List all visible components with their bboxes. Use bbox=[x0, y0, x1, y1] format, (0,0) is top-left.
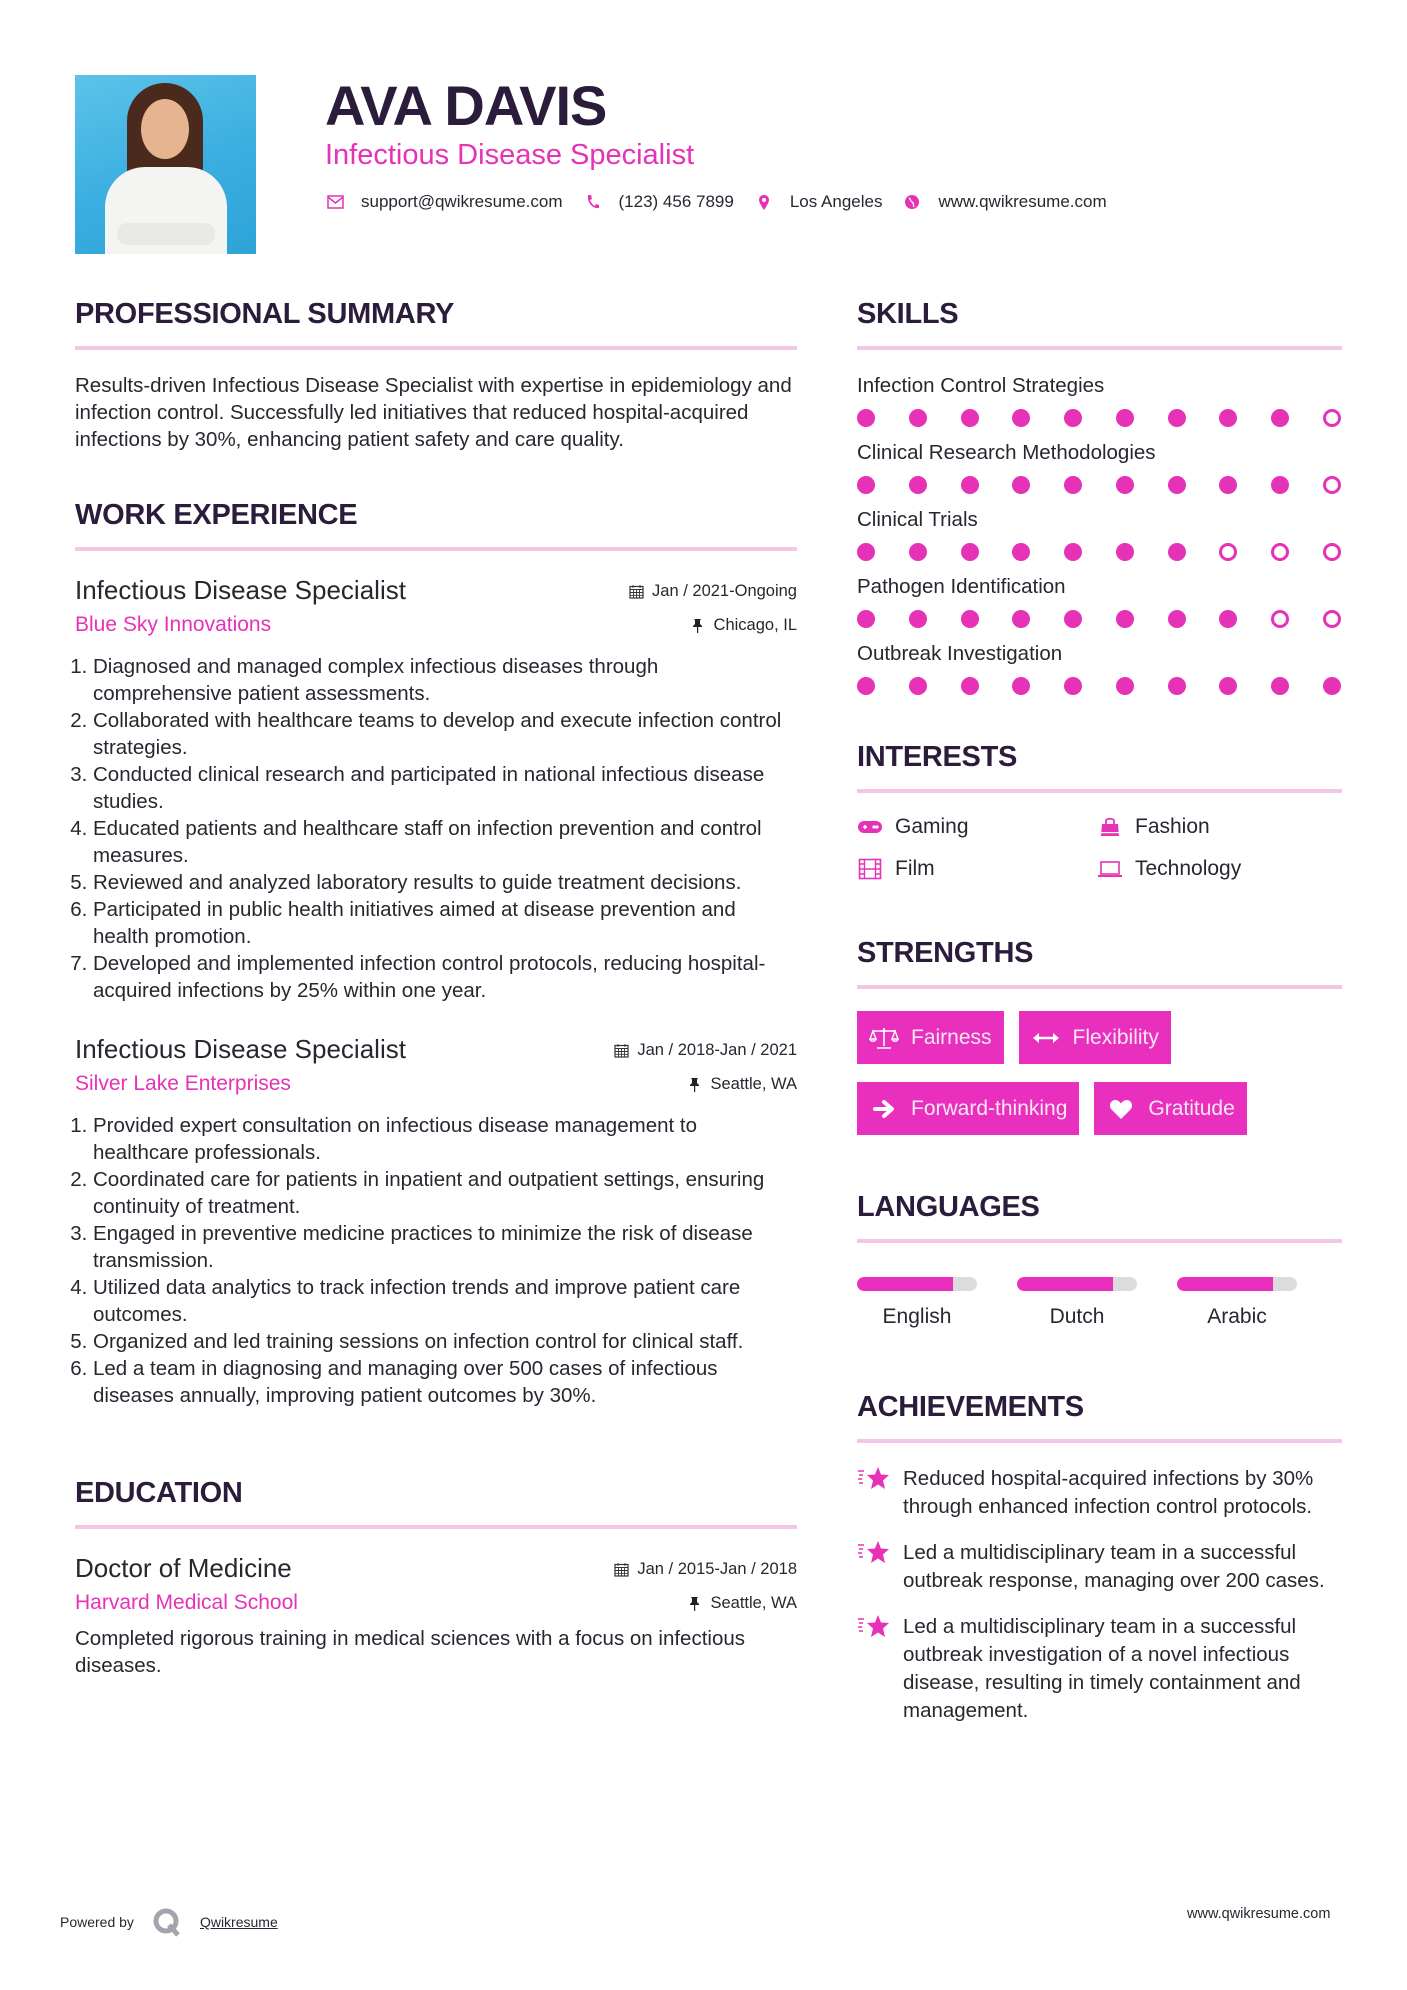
achievement-item bbox=[857, 1539, 1342, 1595]
education-entry bbox=[75, 1551, 797, 1679]
calendar-icon bbox=[613, 1562, 629, 1578]
school-name: Harvard Medical School bbox=[75, 1591, 298, 1614]
interests-section bbox=[857, 739, 1342, 881]
map-marker-icon bbox=[754, 192, 774, 212]
job-location: Seattle, WA bbox=[686, 1075, 797, 1094]
rating-dot-filled bbox=[1064, 476, 1082, 494]
rating-dot-filled bbox=[909, 476, 927, 494]
section-title-summary: PROFESSIONAL SUMMARY bbox=[75, 298, 455, 330]
star-icon bbox=[857, 1465, 893, 1495]
bullet-item: 3. Conducted clinical research and participated in national infectious disease studies. bbox=[93, 761, 797, 815]
language-name: Dutch bbox=[1049, 1305, 1105, 1328]
rating-dot-empty bbox=[1323, 409, 1341, 427]
experience-section bbox=[75, 497, 797, 1409]
shopping-bag-icon bbox=[1097, 816, 1123, 838]
qwikresume-link[interactable]: Qwikresume bbox=[199, 1914, 278, 1930]
rating-dot-empty bbox=[1219, 543, 1237, 561]
balance-scale-icon bbox=[869, 1027, 899, 1049]
section-divider bbox=[857, 1439, 1342, 1443]
education-section bbox=[75, 1475, 797, 1679]
rating-dot-empty bbox=[1323, 476, 1341, 494]
profile-photo bbox=[75, 75, 256, 254]
rating-dot-filled bbox=[1064, 677, 1082, 695]
bullet-item: 2. Coordinated care for patients in inpatient and outpatient settings, ensuring continuity of treatment. bbox=[93, 1166, 797, 1220]
strengths-list bbox=[857, 1011, 1342, 1135]
languages-list bbox=[857, 1277, 1342, 1329]
rating-dot-filled bbox=[1116, 409, 1134, 427]
section-title-languages: LANGUAGES bbox=[857, 1191, 1040, 1223]
section-divider bbox=[75, 1525, 797, 1529]
rating-dot-filled bbox=[909, 543, 927, 561]
footer-url[interactable]: www.qwikresume.com bbox=[1187, 1906, 1331, 1922]
rating-dot-filled bbox=[961, 610, 979, 628]
skill-name: Clinical Research Methodologies bbox=[857, 441, 1156, 464]
arrows-horizontal-icon bbox=[1031, 1027, 1061, 1049]
skills-list bbox=[857, 372, 1342, 695]
qwikresume-logo-icon bbox=[150, 1905, 184, 1939]
language-proficiency-bar bbox=[1017, 1277, 1137, 1291]
achievement-item bbox=[857, 1465, 1342, 1521]
email-text: support@qwikresume.com bbox=[361, 192, 563, 211]
achievement-text: Reduced hospital-acquired infections by 30% through enhanced infection control protocols. bbox=[903, 1467, 1314, 1518]
section-title-interests: INTERESTS bbox=[857, 741, 1018, 773]
interest-film: Film bbox=[857, 857, 1097, 881]
location-text: Los Angeles bbox=[789, 192, 883, 211]
rating-dot-filled bbox=[1168, 610, 1186, 628]
section-divider bbox=[75, 346, 797, 350]
interests-grid bbox=[857, 815, 1342, 881]
rating-dot-filled bbox=[1219, 677, 1237, 695]
bullet-item: 3. Engaged in preventive medicine practices to minimize the risk of disease transmission. bbox=[93, 1220, 797, 1274]
achievement-text: Led a multidisciplinary team in a successful outbreak response, managing over 200 cases. bbox=[903, 1541, 1325, 1592]
company-name: Silver Lake Enterprises bbox=[75, 1072, 291, 1095]
rating-dot-filled bbox=[1116, 476, 1134, 494]
bullet-item: 5. Reviewed and analyzed laboratory results to guide treatment decisions. bbox=[93, 869, 797, 896]
skill-rating bbox=[857, 476, 1341, 494]
pushpin-icon bbox=[690, 617, 706, 633]
rating-dot-filled bbox=[857, 476, 875, 494]
rating-dot-filled bbox=[857, 677, 875, 695]
candidate-title: Infectious Disease Specialist bbox=[325, 139, 695, 171]
rating-dot-filled bbox=[1012, 409, 1030, 427]
rating-dot-filled bbox=[1168, 677, 1186, 695]
job-dates: Jan / 2018-Jan / 2021 bbox=[613, 1041, 797, 1060]
rating-dot-filled bbox=[1116, 543, 1134, 561]
rating-dot-filled bbox=[1064, 543, 1082, 561]
summary-section bbox=[75, 296, 797, 453]
job-bullets bbox=[75, 1112, 797, 1409]
interest-gaming: Gaming bbox=[857, 815, 1097, 839]
pushpin-icon bbox=[686, 1595, 702, 1611]
interest-technology: Technology bbox=[1097, 857, 1337, 881]
film-icon bbox=[857, 858, 883, 880]
language-proficiency-bar bbox=[857, 1277, 977, 1291]
summary-text: Results-driven Infectious Disease Specialist with expertise in epidemiology and infection control. Successfully led initiatives that reduced hospital-acquired infections by 30%, enhancing patient safety and care quality. bbox=[75, 374, 792, 451]
section-title-education: EDUCATION bbox=[75, 1477, 243, 1509]
bullet-item: 6. Led a team in diagnosing and managing over 500 cases of infectious diseases annually, improving patient outcomes by 30%. bbox=[93, 1355, 797, 1409]
rating-dot-filled bbox=[857, 543, 875, 561]
language-name: Arabic bbox=[1207, 1305, 1267, 1328]
contact-phone[interactable] bbox=[583, 192, 734, 212]
website-text: www.qwikresume.com bbox=[938, 192, 1107, 211]
contact-location bbox=[754, 192, 883, 212]
rating-dot-filled bbox=[1219, 409, 1237, 427]
contact-bar bbox=[325, 192, 1127, 212]
rating-dot-filled bbox=[1219, 610, 1237, 628]
job-entry bbox=[75, 573, 797, 1004]
calendar-icon bbox=[613, 1043, 629, 1059]
job-title: Infectious Disease Specialist bbox=[75, 1034, 406, 1064]
rating-dot-empty bbox=[1271, 610, 1289, 628]
language-item bbox=[857, 1277, 977, 1329]
skill-rating bbox=[857, 409, 1341, 427]
rating-dot-filled bbox=[857, 610, 875, 628]
skill-rating bbox=[857, 543, 1341, 561]
pushpin-icon bbox=[686, 1076, 702, 1092]
education-location: Seattle, WA bbox=[686, 1594, 797, 1613]
contact-website[interactable] bbox=[902, 192, 1106, 212]
rating-dot-filled bbox=[1168, 476, 1186, 494]
skill-name: Pathogen Identification bbox=[857, 575, 1066, 598]
rating-dot-filled bbox=[961, 543, 979, 561]
skill-rating bbox=[857, 677, 1341, 695]
rating-dot-filled bbox=[1219, 476, 1237, 494]
rating-dot-empty bbox=[1323, 543, 1341, 561]
arrow-right-icon bbox=[869, 1098, 899, 1120]
rating-dot-filled bbox=[909, 409, 927, 427]
rating-dot-filled bbox=[909, 610, 927, 628]
gamepad-icon bbox=[857, 816, 883, 838]
languages-section bbox=[857, 1189, 1342, 1329]
rating-dot-filled bbox=[961, 677, 979, 695]
calendar-icon bbox=[628, 584, 644, 600]
section-title-skills: SKILLS bbox=[857, 298, 959, 330]
rating-dot-filled bbox=[1064, 409, 1082, 427]
contact-email[interactable] bbox=[325, 192, 563, 212]
degree-title: Doctor of Medicine bbox=[75, 1553, 292, 1583]
rating-dot-empty bbox=[1323, 610, 1341, 628]
job-location: Chicago, IL bbox=[690, 616, 797, 635]
envelope-icon bbox=[325, 192, 345, 212]
phone-icon bbox=[583, 192, 603, 212]
section-divider bbox=[857, 346, 1342, 350]
bullet-item: 2. Collaborated with healthcare teams to develop and execute infection control strategies. bbox=[93, 707, 797, 761]
rating-dot-empty bbox=[1271, 543, 1289, 561]
bullet-item: 4. Educated patients and healthcare staff on infection prevention and control measures. bbox=[93, 815, 797, 869]
bullet-item: 7. Developed and implemented infection control protocols, reducing hospital-acquired infections by 25% within one year. bbox=[93, 950, 797, 1004]
laptop-icon bbox=[1097, 858, 1123, 880]
rating-dot-filled bbox=[1012, 610, 1030, 628]
rating-dot-filled bbox=[1012, 543, 1030, 561]
rating-dot-filled bbox=[961, 476, 979, 494]
rating-dot-filled bbox=[1271, 677, 1289, 695]
heart-icon bbox=[1106, 1098, 1136, 1120]
rating-dot-filled bbox=[1323, 677, 1341, 695]
rating-dot-filled bbox=[1012, 677, 1030, 695]
bullet-item: 1. Provided expert consultation on infectious disease management to healthcare professionals. bbox=[93, 1112, 797, 1166]
achievement-item bbox=[857, 1613, 1342, 1725]
language-proficiency-bar bbox=[1177, 1277, 1297, 1291]
section-divider bbox=[857, 1239, 1342, 1243]
right-column bbox=[857, 296, 1342, 1743]
phone-text: (123) 456 7899 bbox=[618, 192, 734, 211]
rating-dot-filled bbox=[1064, 610, 1082, 628]
skill-name: Infection Control Strategies bbox=[857, 374, 1105, 397]
skill-name: Clinical Trials bbox=[857, 508, 978, 531]
bullet-item: 5. Organized and led training sessions on infection control for clinical staff. bbox=[93, 1328, 797, 1355]
globe-icon bbox=[902, 192, 922, 212]
section-divider bbox=[857, 789, 1342, 793]
bullet-item: 4. Utilized data analytics to track infection trends and improve patient care outcomes. bbox=[93, 1274, 797, 1328]
section-divider bbox=[75, 547, 797, 551]
strength-chip: Flexibility bbox=[1019, 1011, 1171, 1064]
skill-rating bbox=[857, 610, 1341, 628]
skill-name: Outbreak Investigation bbox=[857, 642, 1063, 665]
company-name: Blue Sky Innovations bbox=[75, 613, 272, 636]
language-name: English bbox=[882, 1305, 952, 1328]
rating-dot-filled bbox=[961, 409, 979, 427]
bullet-item: 6. Participated in public health initiatives aimed at disease prevention and health promotion. bbox=[93, 896, 797, 950]
rating-dot-filled bbox=[1271, 409, 1289, 427]
language-item bbox=[1177, 1277, 1297, 1329]
job-entry bbox=[75, 1032, 797, 1409]
section-title-strengths: STRENGTHS bbox=[857, 937, 1034, 969]
rating-dot-filled bbox=[857, 409, 875, 427]
achievements-section bbox=[857, 1389, 1342, 1725]
rating-dot-filled bbox=[1116, 677, 1134, 695]
job-title: Infectious Disease Specialist bbox=[75, 575, 406, 605]
star-icon bbox=[857, 1613, 893, 1643]
section-title-achievements: ACHIEVEMENTS bbox=[857, 1391, 1084, 1423]
interest-fashion: Fashion bbox=[1097, 815, 1337, 839]
rating-dot-filled bbox=[1271, 476, 1289, 494]
strengths-section bbox=[857, 935, 1342, 1135]
education-dates: Jan / 2015-Jan / 2018 bbox=[613, 1560, 797, 1579]
language-item bbox=[1017, 1277, 1137, 1329]
skills-section bbox=[857, 296, 1342, 695]
education-description: Completed rigorous training in medical sciences with a focus on infectious diseases. bbox=[75, 1627, 746, 1677]
section-divider bbox=[857, 985, 1342, 989]
left-column bbox=[75, 296, 797, 1679]
achievement-text: Led a multidisciplinary team in a successful outbreak investigation of a novel infectious disease, resulting in timely containment and management. bbox=[903, 1615, 1301, 1722]
bullet-item: 1. Diagnosed and managed complex infectious diseases through comprehensive patient assessments. bbox=[93, 653, 797, 707]
strength-chip: Fairness bbox=[857, 1011, 1004, 1064]
rating-dot-filled bbox=[1116, 610, 1134, 628]
candidate-name: AVA DAVIS bbox=[325, 74, 607, 137]
rating-dot-filled bbox=[1168, 543, 1186, 561]
achievements-list bbox=[857, 1465, 1342, 1725]
footer-powered-by: Powered by Qwikresume bbox=[60, 1905, 278, 1939]
rating-dot-filled bbox=[1168, 409, 1186, 427]
section-title-experience: WORK EXPERIENCE bbox=[75, 499, 358, 531]
job-bullets bbox=[75, 653, 797, 1004]
strength-chip: Forward-thinking bbox=[857, 1082, 1079, 1135]
job-dates: Jan / 2021-Ongoing bbox=[628, 582, 797, 601]
strength-chip: Gratitude bbox=[1094, 1082, 1246, 1135]
rating-dot-filled bbox=[1012, 476, 1030, 494]
rating-dot-filled bbox=[909, 677, 927, 695]
star-icon bbox=[857, 1539, 893, 1569]
